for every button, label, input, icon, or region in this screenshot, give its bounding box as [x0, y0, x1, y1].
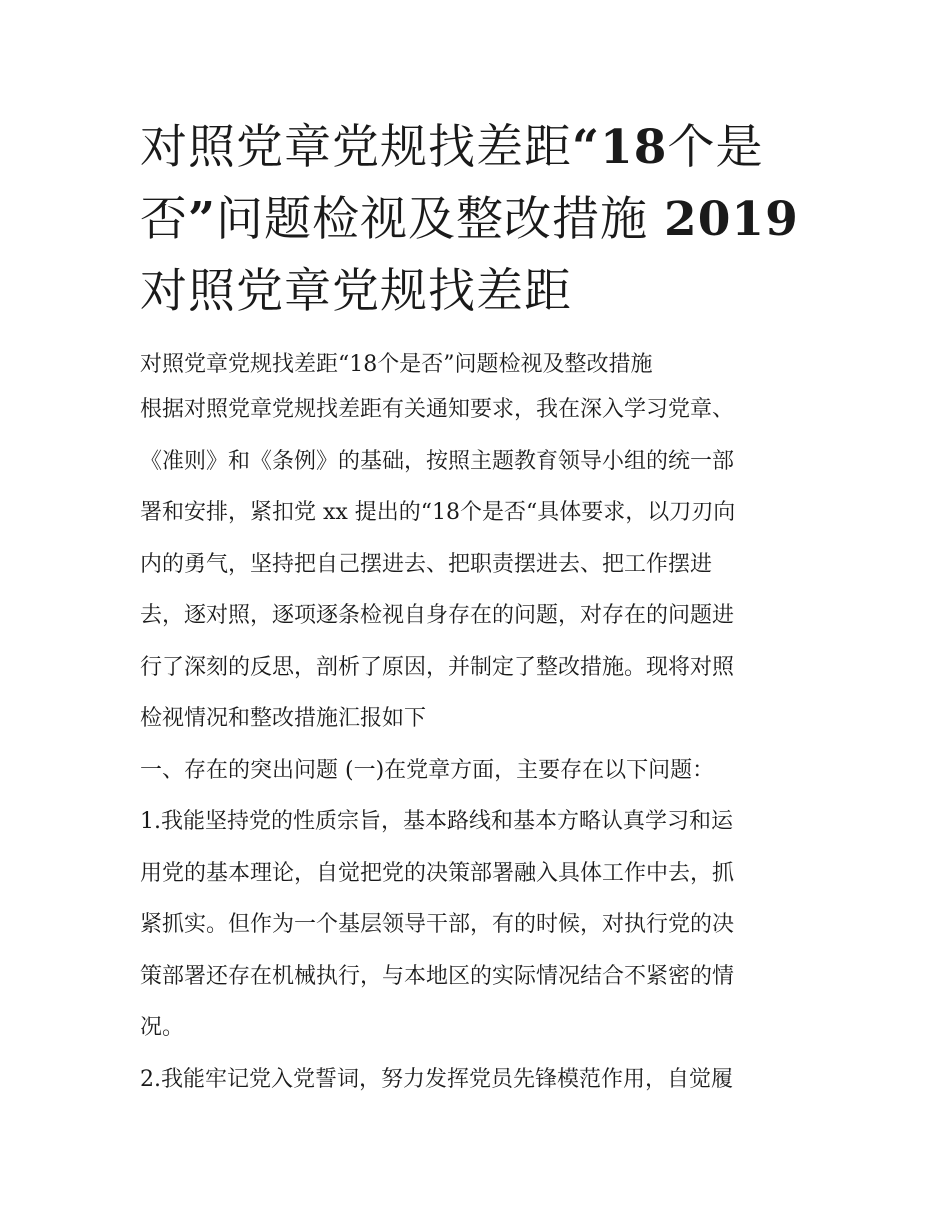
title-line: 对照党章党规找差距“18个是 — [140, 120, 764, 175]
document-subtitle: 对照党章党规找差距“18个是否”问题检视及整改措施 — [140, 352, 653, 377]
text-line: 况。 — [140, 1015, 185, 1040]
text-line: 根据对照党章党规找差距有关通知要求，我在深入学习党章、 — [140, 397, 735, 422]
title-line: 对照党章党规找差距 — [140, 264, 572, 319]
document-title — [140, 112, 820, 328]
title-line: 否”问题检视及整改措施 2019 — [140, 192, 799, 247]
intro-paragraph — [140, 384, 820, 745]
list-item-1 — [140, 796, 820, 1054]
document-page — [140, 112, 820, 1105]
text-line: 紧抓实。但作为一个基层领导干部，有的时候，对执行党的决 — [140, 912, 735, 937]
text-line: 策部署还存在机械执行，与本地区的实际情况结合不紧密的情 — [140, 963, 735, 989]
text-line: 去，逐对照，逐项逐条检视自身存在的问题，对存在的问题进 — [140, 603, 735, 628]
text-line: 《准则》和《条例》的基础，按照主题教育领导小组的统一部 — [140, 448, 735, 474]
list-item-2 — [140, 1054, 820, 1106]
text-line: 用党的基本理论，自觉把党的决策部署融入具体工作中去，抓 — [140, 860, 735, 886]
text-line: 署和安排，紧扣党 xx 提出的“18个是否“具体要求，以刀刃向 — [140, 500, 736, 525]
text-line: 内的勇气，坚持把自己摆进去、把职责摆进去、把工作摆进 — [140, 551, 713, 577]
text-line: 1.我能坚持党的性质宗旨，基本路线和基本方略认真学习和运 — [140, 809, 733, 834]
text-line: 2.我能牢记党入党誓词，努力发挥党员先锋模范作用，自觉履 — [140, 1066, 733, 1092]
section-heading — [140, 745, 820, 797]
text-line: 一、存在的突出问题 (一)在党章方面，主要存在以下问题： — [140, 757, 715, 783]
text-line: 检视情况和整改措施汇报如下 — [140, 706, 427, 731]
text-line: 行了深刻的反思，剖析了原因，并制定了整改措施。现将对照 — [140, 654, 735, 680]
